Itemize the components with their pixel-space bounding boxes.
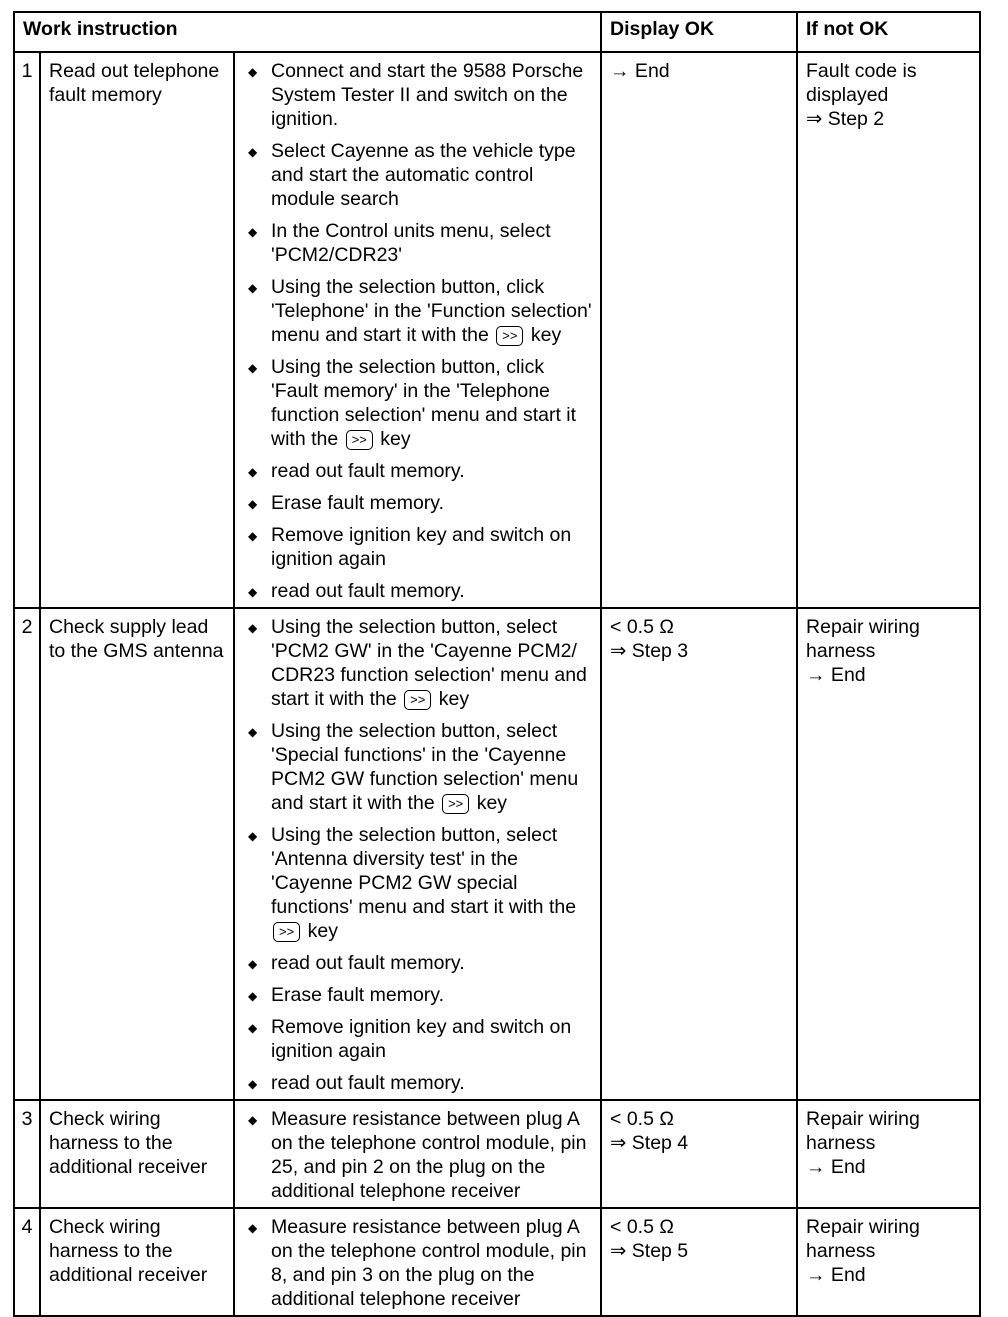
instruction-list bbox=[239, 59, 592, 603]
header-display-ok: Display OK bbox=[601, 12, 797, 52]
if-not-ok-cell bbox=[797, 608, 980, 1100]
display-ok-cell bbox=[601, 608, 797, 1100]
instruction-item bbox=[239, 1107, 592, 1203]
instruction-text: read out fault memory. bbox=[271, 460, 465, 482]
step-task: Read out telephone fault memory bbox=[40, 52, 234, 608]
instruction-item bbox=[239, 615, 592, 711]
if-not-ok-text: Repair wiring harness bbox=[806, 1216, 920, 1262]
instruction-item bbox=[239, 139, 592, 211]
display-ok-cell bbox=[601, 52, 797, 608]
bullet-diamond-icon: ◆ bbox=[248, 1077, 258, 1091]
bullet-diamond-icon: ◆ bbox=[248, 65, 258, 79]
bullet-diamond-icon: ◆ bbox=[248, 145, 258, 159]
display-ok-text: < 0.5 Ω bbox=[610, 1108, 674, 1130]
instruction-text: Using the selection button, click 'Telephone' in the 'Function selection' menu and start it with the bbox=[271, 276, 592, 346]
step-task: Check wiring harness to the additional receiver bbox=[40, 1208, 234, 1316]
if-not-ok-cell bbox=[797, 1100, 980, 1208]
bullet-diamond-icon: ◆ bbox=[248, 1113, 258, 1127]
step-number: 4 bbox=[14, 1208, 40, 1316]
instruction-text: Measure resistance between plug A on the telephone control module, pin 8, and pin 3 on the plug on the additional telephone receiver bbox=[271, 1216, 587, 1310]
bullet-diamond-icon: ◆ bbox=[248, 225, 258, 239]
step-row-1 bbox=[14, 52, 980, 608]
forward-key-icon: >> bbox=[273, 922, 300, 942]
step-instructions bbox=[234, 52, 601, 608]
bullet-diamond-icon: ◆ bbox=[248, 1221, 258, 1235]
instruction-list bbox=[239, 1215, 592, 1311]
display-ok-text: ⇒ Step 3 bbox=[610, 640, 689, 662]
if-not-ok-text: Fault code is displayed bbox=[806, 60, 917, 106]
instruction-text-suffix: key bbox=[438, 688, 470, 710]
work-instruction-table bbox=[13, 11, 981, 1317]
instruction-text: read out fault memory. bbox=[271, 1072, 465, 1094]
instruction-text: Remove ignition key and switch on ignition again bbox=[271, 524, 572, 570]
instruction-text: read out fault memory. bbox=[271, 952, 465, 974]
instruction-item bbox=[239, 491, 592, 515]
bullet-diamond-icon: ◆ bbox=[248, 281, 258, 295]
step-instructions bbox=[234, 1100, 601, 1208]
display-ok-text: < 0.5 Ω bbox=[610, 616, 674, 638]
if-not-ok-text: Repair wiring harness bbox=[806, 616, 920, 662]
forward-key-icon: >> bbox=[404, 690, 431, 710]
instruction-text: Remove ignition key and switch on ignition again bbox=[271, 1016, 572, 1062]
instruction-item bbox=[239, 823, 592, 943]
instruction-item bbox=[239, 1215, 592, 1311]
display-ok-text: < 0.5 Ω bbox=[610, 1216, 674, 1238]
step-number: 3 bbox=[14, 1100, 40, 1208]
instruction-text: Erase fault memory. bbox=[271, 984, 445, 1006]
step-task: Check supply lead to the GMS antenna bbox=[40, 608, 234, 1100]
bullet-diamond-icon: ◆ bbox=[248, 361, 258, 375]
instruction-text: Using the selection button, select 'Special functions' in the 'Cayenne PCM2 GW function selection' menu and start it with the bbox=[271, 720, 579, 814]
bullet-diamond-icon: ◆ bbox=[248, 829, 258, 843]
forward-key-icon: >> bbox=[346, 430, 373, 450]
bullet-diamond-icon: ◆ bbox=[248, 957, 258, 971]
header-row bbox=[14, 12, 980, 52]
instruction-item bbox=[239, 719, 592, 815]
if-not-ok-text: Repair wiring harness bbox=[806, 1108, 920, 1154]
instruction-text: Using the selection button, select 'PCM2 GW' in the 'Cayenne PCM2/ CDR23 function selection' menu and start it with the bbox=[271, 616, 587, 710]
instruction-item bbox=[239, 355, 592, 451]
forward-key-icon: >> bbox=[442, 794, 469, 814]
bullet-diamond-icon: ◆ bbox=[248, 1021, 258, 1035]
header-if-not-ok: If not OK bbox=[797, 12, 980, 52]
instruction-text: Select Cayenne as the vehicle type and start the automatic control module search bbox=[271, 140, 576, 210]
instruction-text: Using the selection button, click 'Fault memory' in the 'Telephone function selection' menu and start it with the bbox=[271, 356, 577, 450]
instruction-item bbox=[239, 951, 592, 975]
instruction-item bbox=[239, 1071, 592, 1095]
instruction-text: Erase fault memory. bbox=[271, 492, 445, 514]
bullet-diamond-icon: ◆ bbox=[248, 465, 258, 479]
step-row-2 bbox=[14, 608, 980, 1100]
instruction-item bbox=[239, 1015, 592, 1063]
instruction-text-suffix: key bbox=[307, 920, 338, 942]
header-work-instruction: Work instruction bbox=[14, 12, 601, 52]
bullet-diamond-icon: ◆ bbox=[248, 725, 258, 739]
instruction-text: Measure resistance between plug A on the telephone control module, pin 25, and pin 2 on the plug on the additional telephone receiver bbox=[271, 1108, 587, 1202]
instruction-item bbox=[239, 275, 592, 347]
bullet-diamond-icon: ◆ bbox=[248, 529, 258, 543]
step-instructions bbox=[234, 608, 601, 1100]
if-not-ok-text: ⇒ Step 2 bbox=[806, 108, 885, 130]
instruction-text: In the Control units menu, select 'PCM2/CDR23' bbox=[271, 220, 551, 266]
bullet-diamond-icon: ◆ bbox=[248, 497, 258, 511]
bullet-diamond-icon: ◆ bbox=[248, 585, 258, 599]
if-not-ok-text: → End bbox=[806, 1156, 866, 1178]
instruction-text: Connect and start the 9588 Porsche System Tester II and switch on the ignition. bbox=[271, 60, 584, 130]
if-not-ok-text: → End bbox=[806, 664, 866, 686]
step-task: Check wiring harness to the additional receiver bbox=[40, 1100, 234, 1208]
display-ok-cell bbox=[601, 1100, 797, 1208]
display-ok-text: → End bbox=[610, 60, 670, 82]
display-ok-text: ⇒ Step 4 bbox=[610, 1132, 689, 1154]
step-number: 1 bbox=[14, 52, 40, 608]
instruction-item bbox=[239, 59, 592, 131]
instruction-item bbox=[239, 459, 592, 483]
bullet-diamond-icon: ◆ bbox=[248, 621, 258, 635]
instruction-text: Using the selection button, select 'Antenna diversity test' in the 'Cayenne PCM2 GW special functions' menu and start it with the bbox=[271, 824, 577, 918]
instruction-text-suffix: key bbox=[380, 428, 411, 450]
instruction-item bbox=[239, 579, 592, 603]
instruction-item bbox=[239, 523, 592, 571]
if-not-ok-text: → End bbox=[806, 1264, 866, 1286]
if-not-ok-cell bbox=[797, 52, 980, 608]
instruction-text: read out fault memory. bbox=[271, 580, 465, 602]
instruction-text-suffix: key bbox=[530, 324, 562, 346]
instruction-item bbox=[239, 983, 592, 1007]
instruction-text-suffix: key bbox=[476, 792, 508, 814]
step-row-3 bbox=[14, 1100, 980, 1208]
instruction-list bbox=[239, 1107, 592, 1203]
instruction-list bbox=[239, 615, 592, 1095]
bullet-diamond-icon: ◆ bbox=[248, 989, 258, 1003]
forward-key-icon: >> bbox=[496, 326, 523, 346]
step-number: 2 bbox=[14, 608, 40, 1100]
display-ok-text: ⇒ Step 5 bbox=[610, 1240, 689, 1262]
instruction-item bbox=[239, 219, 592, 267]
